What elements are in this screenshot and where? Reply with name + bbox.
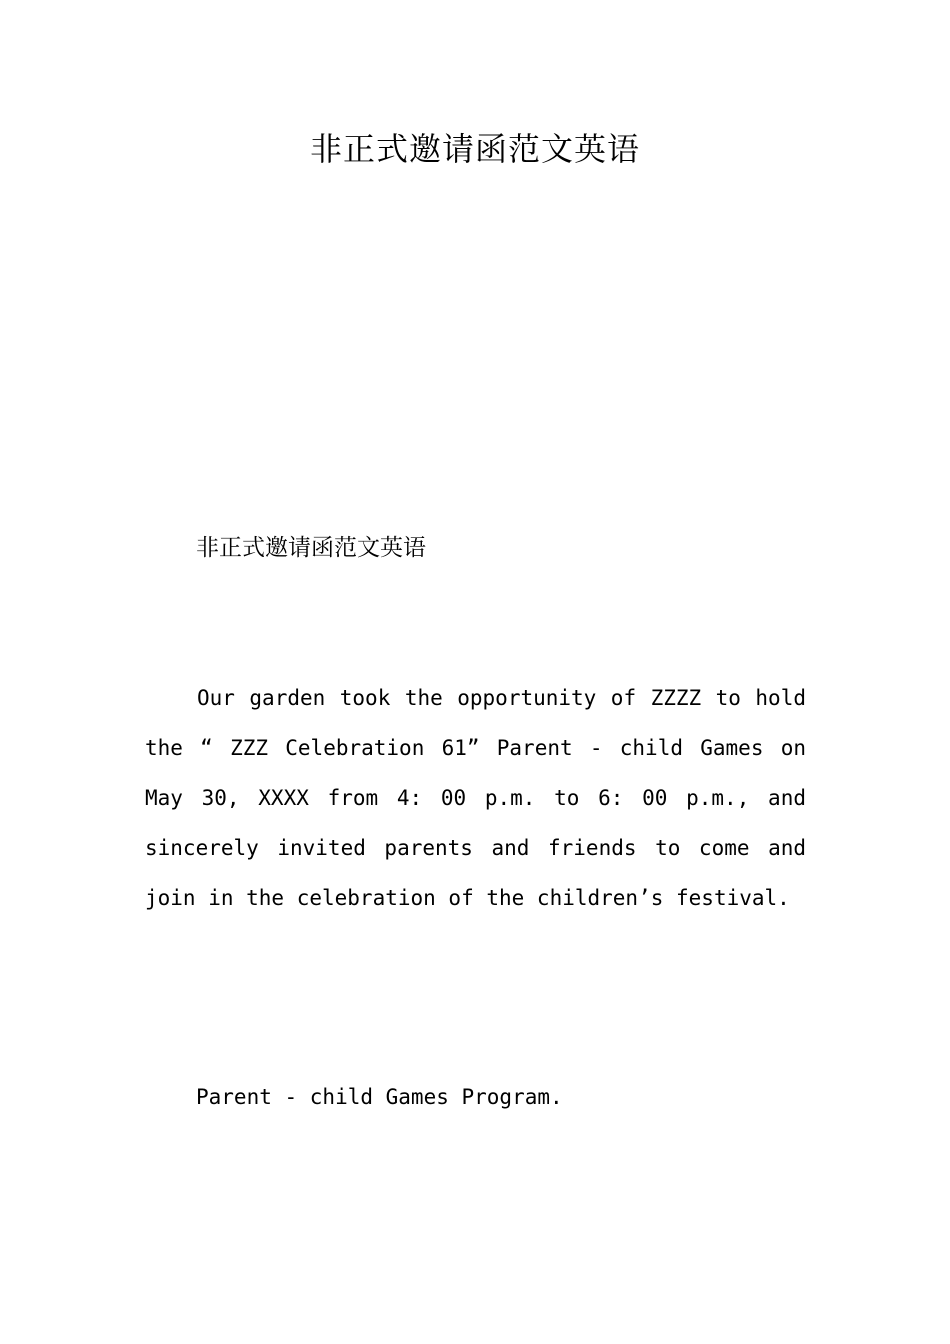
document-title: 非正式邀请函范文英语 <box>309 130 640 168</box>
document-subtitle: 非正式邀请函范文英语 <box>196 535 426 561</box>
program-heading: Parent - child Games Program. <box>196 1085 563 1109</box>
invitation-paragraph: Our garden took the opportunity of ZZZZ to hold the “ ZZZ Celebration 61” Parent - child Games on May 30, XXXX from 4: 00 p.m. to 6: 00 p.m., and sincerely invited parents and friends to come and join in the celebration of the children’s festival. <box>145 686 806 910</box>
